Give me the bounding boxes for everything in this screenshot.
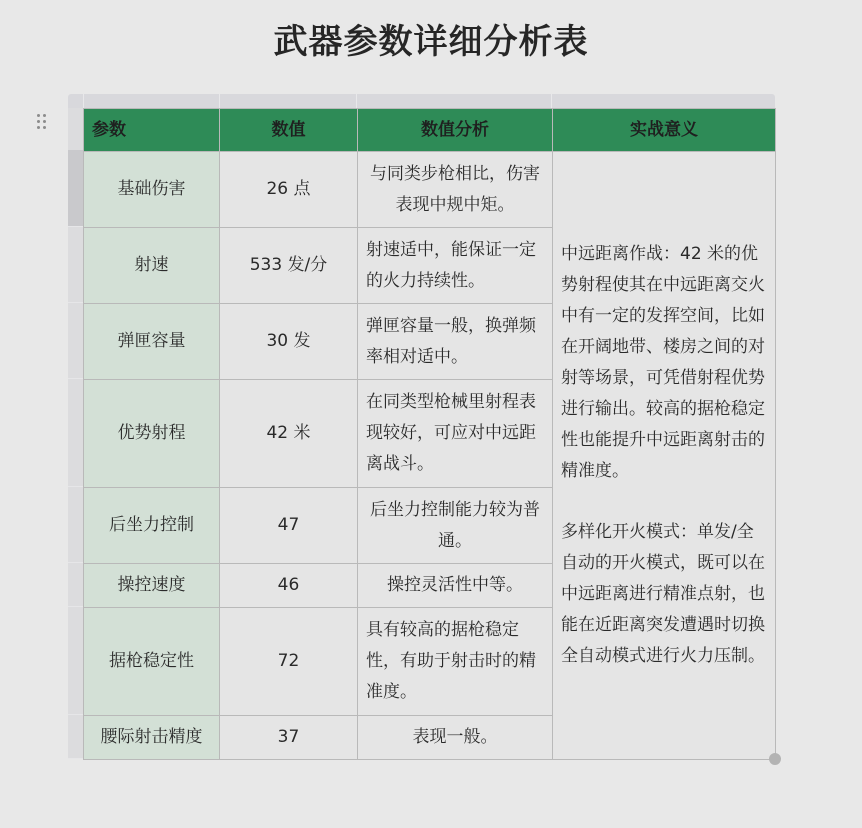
value-cell[interactable]: 46 <box>220 564 358 608</box>
weapon-params-table <box>83 108 776 760</box>
combat-paragraph: 中远距离作战：42 米的优势射程使其在中远距离交火中有一定的发挥空间，比如在开阔地带、楼房之间的对射等场景，可凭借射程优势进行输出。较高的据枪稳定性也能提升中远距离射击的精准度。 <box>561 244 765 481</box>
analysis-cell[interactable]: 操控灵活性中等。 <box>358 564 553 608</box>
combat-cell[interactable] <box>553 152 776 760</box>
header-combat[interactable]: 实战意义 <box>553 109 776 152</box>
table-resize-handle[interactable] <box>769 753 781 765</box>
param-cell[interactable]: 操控速度 <box>84 564 220 608</box>
header-param[interactable]: 参数 <box>84 109 220 152</box>
row-header-strip[interactable] <box>68 108 83 758</box>
table-header-row <box>84 109 776 152</box>
analysis-cell[interactable]: 在同类型枪械里射程表现较好，可应对中远距离战斗。 <box>358 380 553 488</box>
analysis-cell[interactable]: 表现一般。 <box>358 716 553 760</box>
param-cell[interactable]: 腰际射击精度 <box>84 716 220 760</box>
value-cell[interactable]: 30 发 <box>220 304 358 380</box>
analysis-cell[interactable]: 弹匣容量一般，换弹频率相对适中。 <box>358 304 553 380</box>
analysis-cell[interactable]: 后坐力控制能力较为普通。 <box>358 488 553 564</box>
param-cell[interactable]: 射速 <box>84 228 220 304</box>
drag-handle-icon[interactable] <box>35 114 49 132</box>
analysis-cell[interactable]: 具有较高的据枪稳定性，有助于射击时的精准度。 <box>358 608 553 716</box>
value-cell[interactable]: 533 发/分 <box>220 228 358 304</box>
value-cell[interactable]: 47 <box>220 488 358 564</box>
header-value[interactable]: 数值 <box>220 109 358 152</box>
param-cell[interactable]: 后坐力控制 <box>84 488 220 564</box>
value-cell[interactable]: 26 点 <box>220 152 358 228</box>
combat-paragraph: 多样化开火模式：单发/全自动的开火模式，既可以在中远距离进行精准点射，也能在近距离突发遭遇时切换全自动模式进行火力压制。 <box>561 522 765 666</box>
param-cell[interactable]: 弹匣容量 <box>84 304 220 380</box>
analysis-cell[interactable]: 与同类步枪相比，伤害表现中规中矩。 <box>358 152 553 228</box>
value-cell[interactable]: 42 米 <box>220 380 358 488</box>
header-analysis[interactable]: 数值分析 <box>358 109 553 152</box>
value-cell[interactable]: 37 <box>220 716 358 760</box>
analysis-cell[interactable]: 射速适中，能保证一定的火力持续性。 <box>358 228 553 304</box>
value-cell[interactable]: 72 <box>220 608 358 716</box>
table-row <box>84 152 776 228</box>
param-cell[interactable]: 基础伤害 <box>84 152 220 228</box>
param-cell[interactable]: 优势射程 <box>84 380 220 488</box>
page-title: 武器参数详细分析表 <box>273 22 589 62</box>
column-header-strip[interactable] <box>68 94 775 108</box>
param-cell[interactable]: 据枪稳定性 <box>84 608 220 716</box>
